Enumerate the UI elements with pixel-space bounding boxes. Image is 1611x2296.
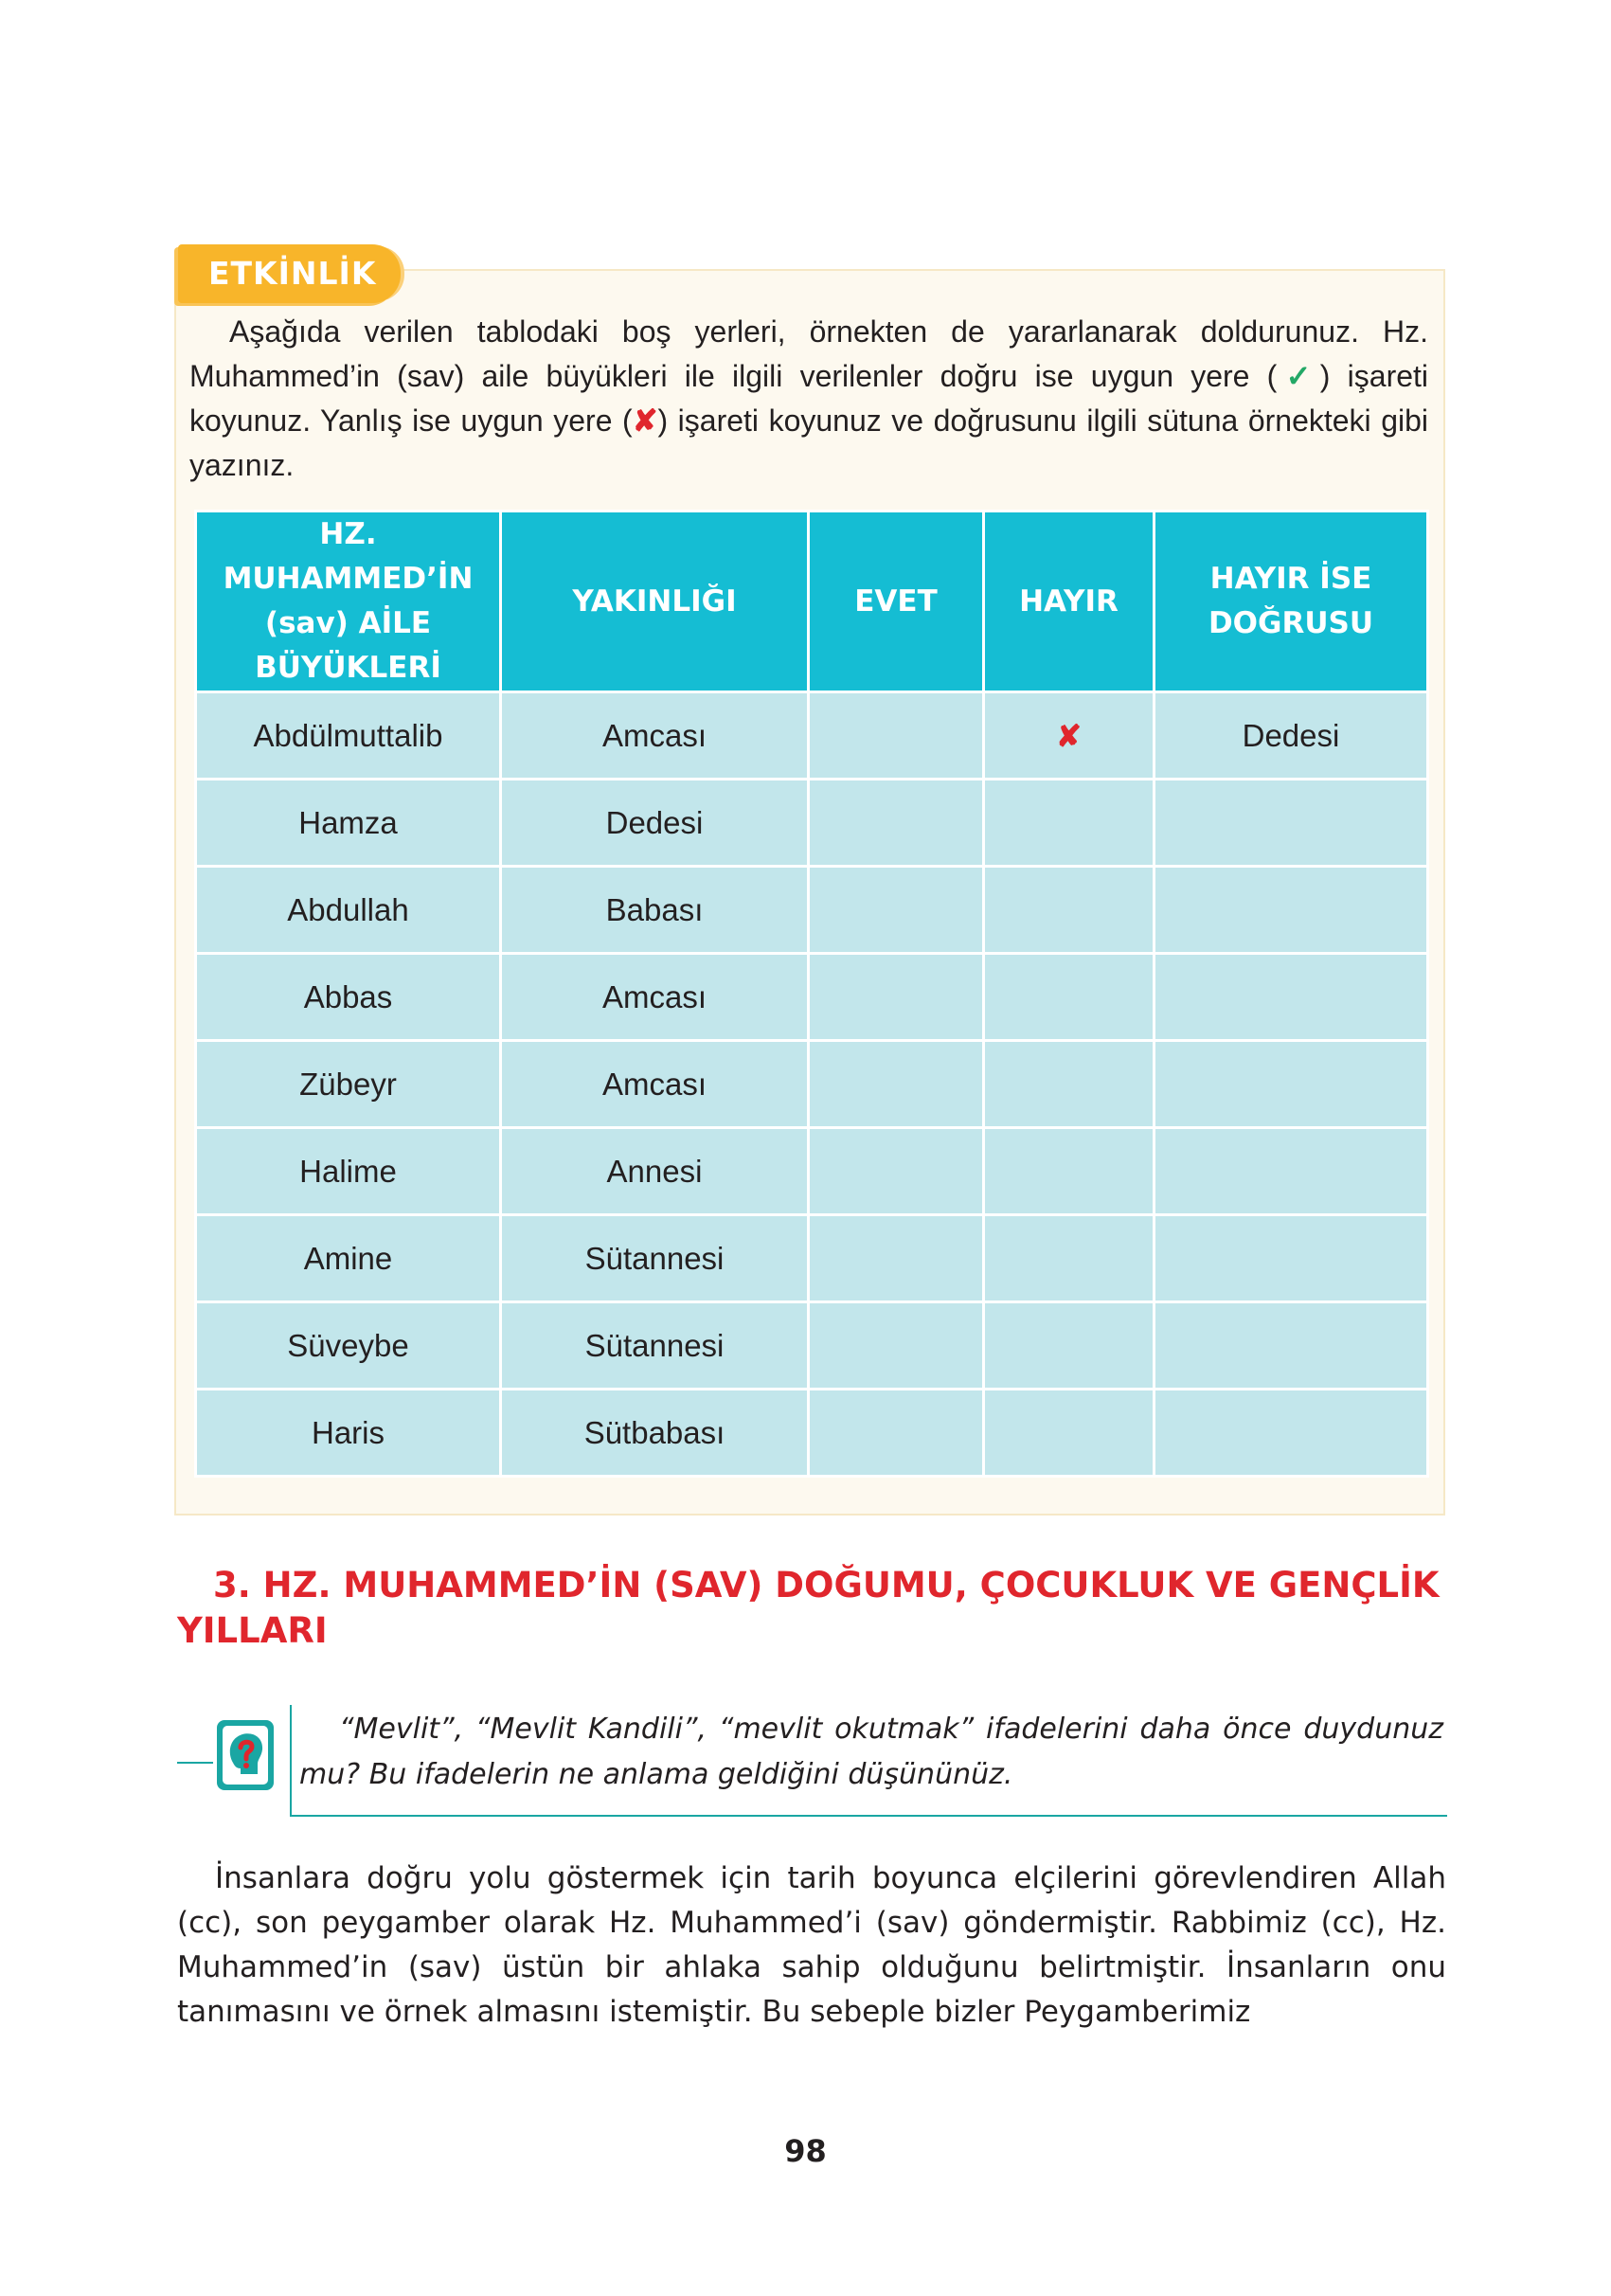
relation-cell: Babası	[501, 867, 809, 954]
table-row	[196, 954, 1428, 1041]
yes-cell[interactable]	[809, 1215, 984, 1302]
think-box-bottom-line	[290, 1815, 1447, 1817]
no-cell[interactable]	[984, 1390, 1155, 1477]
table-header-row	[196, 511, 1428, 692]
correct-cell[interactable]	[1155, 780, 1428, 867]
no-cell[interactable]	[984, 1302, 1155, 1390]
yes-cell[interactable]	[809, 954, 984, 1041]
relation-cell: Dedesi	[501, 780, 809, 867]
no-cell[interactable]	[984, 1128, 1155, 1215]
yes-cell[interactable]	[809, 1128, 984, 1215]
relation-cell: Sütannesi	[501, 1302, 809, 1390]
yes-cell[interactable]	[809, 780, 984, 867]
correct-cell[interactable]	[1155, 1215, 1428, 1302]
yes-cell[interactable]	[809, 1390, 984, 1477]
person-cell: Hamza	[196, 780, 501, 867]
table-row	[196, 1128, 1428, 1215]
check-mark-icon: ✓	[1277, 359, 1320, 393]
correct-cell[interactable]	[1155, 1128, 1428, 1215]
no-cell[interactable]	[984, 780, 1155, 867]
table-row	[196, 1302, 1428, 1390]
correct-cell[interactable]	[1155, 867, 1428, 954]
table-row	[196, 1390, 1428, 1477]
instructions-part-3: ) işareti koyunuz ve doğrusunu ilgili sütuna örnekteki gibi yazınız.	[189, 404, 1429, 482]
instructions-part-1: Aşağıda verilen tablodaki boş yerleri, örnekten de yararlanarak doldurunuz. Hz. Muhammed’in (sav) aile büyükleri ile ilgili verilenler doğru ise uygun yere (	[189, 314, 1428, 393]
header-no: HAYIR	[984, 511, 1155, 692]
no-cell[interactable]	[984, 954, 1155, 1041]
body-paragraph: İnsanlara doğru yolu göstermek için tarih boyunca elçilerini görevlendiren Allah (cc), son peygamber olarak Hz. Muhammed’i (sav) göndermiştir. Rabbimiz (cc), Hz. Muhammed’in (sav) üstün bir ahlaka sahip olduğunu belirtmiştir. İnsanların onu tanımasını ve örnek almasını istemiştir. Bu sebeple bizler Peygamberimiz	[177, 1861, 1446, 2029]
yes-cell[interactable]	[809, 867, 984, 954]
table-row	[196, 867, 1428, 954]
header-relation: YAKINLIĞI	[501, 511, 809, 692]
section-heading: 3. HZ. MUHAMMED’İN (SAV) DOĞUMU, ÇOCUKLUK VE GENÇLİK YILLARI	[177, 1565, 1440, 1651]
activity-instructions	[189, 310, 1428, 488]
header-correct-if-no: HAYIR İSE DOĞRUSU	[1155, 511, 1428, 692]
person-cell: Süveybe	[196, 1302, 501, 1390]
header-yes: EVET	[809, 511, 984, 692]
yes-cell[interactable]	[809, 1041, 984, 1128]
activity-tag: ETKİNLİK	[178, 244, 401, 303]
no-cell[interactable]	[984, 1041, 1155, 1128]
header-family-elders: HZ. MUHAMMED’İN (sav) AİLE BÜYÜKLERİ	[196, 511, 501, 692]
relation-cell: Amcası	[501, 1041, 809, 1128]
yes-cell[interactable]	[809, 692, 984, 780]
person-cell: Haris	[196, 1390, 501, 1477]
no-cell[interactable]: ✘	[984, 692, 1155, 780]
person-cell: Abdullah	[196, 867, 501, 954]
think-box-question: “Mevlit”, “Mevlit Kandili”, “mevlit okutmak” ifadelerini daha önce duydunuz mu? Bu ifadelerin ne anlama geldiğini düşününüz.	[299, 1713, 1443, 1791]
yes-cell[interactable]	[809, 1302, 984, 1390]
table-row	[196, 1041, 1428, 1128]
no-cell[interactable]	[984, 867, 1155, 954]
table-row	[196, 692, 1428, 780]
no-cell[interactable]	[984, 1215, 1155, 1302]
relation-cell: Sütbabası	[501, 1390, 809, 1477]
family-relations-table	[194, 510, 1429, 1478]
relation-cell: Amcası	[501, 692, 809, 780]
table-row	[196, 780, 1428, 867]
correct-cell[interactable]: Dedesi	[1155, 692, 1428, 780]
think-box-vertical-line	[290, 1705, 292, 1817]
page-number: 98	[784, 2133, 827, 2169]
table-row	[196, 1215, 1428, 1302]
relation-cell: Sütannesi	[501, 1215, 809, 1302]
person-cell: Abbas	[196, 954, 501, 1041]
correct-cell[interactable]	[1155, 1390, 1428, 1477]
relation-cell: Amcası	[501, 954, 809, 1041]
person-cell: Amine	[196, 1215, 501, 1302]
question-mark-head-icon	[216, 1719, 275, 1791]
correct-cell[interactable]	[1155, 954, 1428, 1041]
person-cell: Zübeyr	[196, 1041, 501, 1128]
person-cell: Abdülmuttalib	[196, 692, 501, 780]
x-mark-icon: ✘	[632, 404, 658, 438]
relation-cell: Annesi	[501, 1128, 809, 1215]
instructions-part-2: ) işareti koyunuz. Yanlış ise uygun yere (	[189, 359, 1429, 438]
person-cell: Halime	[196, 1128, 501, 1215]
correct-cell[interactable]	[1155, 1041, 1428, 1128]
correct-cell[interactable]	[1155, 1302, 1428, 1390]
think-box-connector-line	[177, 1762, 213, 1764]
